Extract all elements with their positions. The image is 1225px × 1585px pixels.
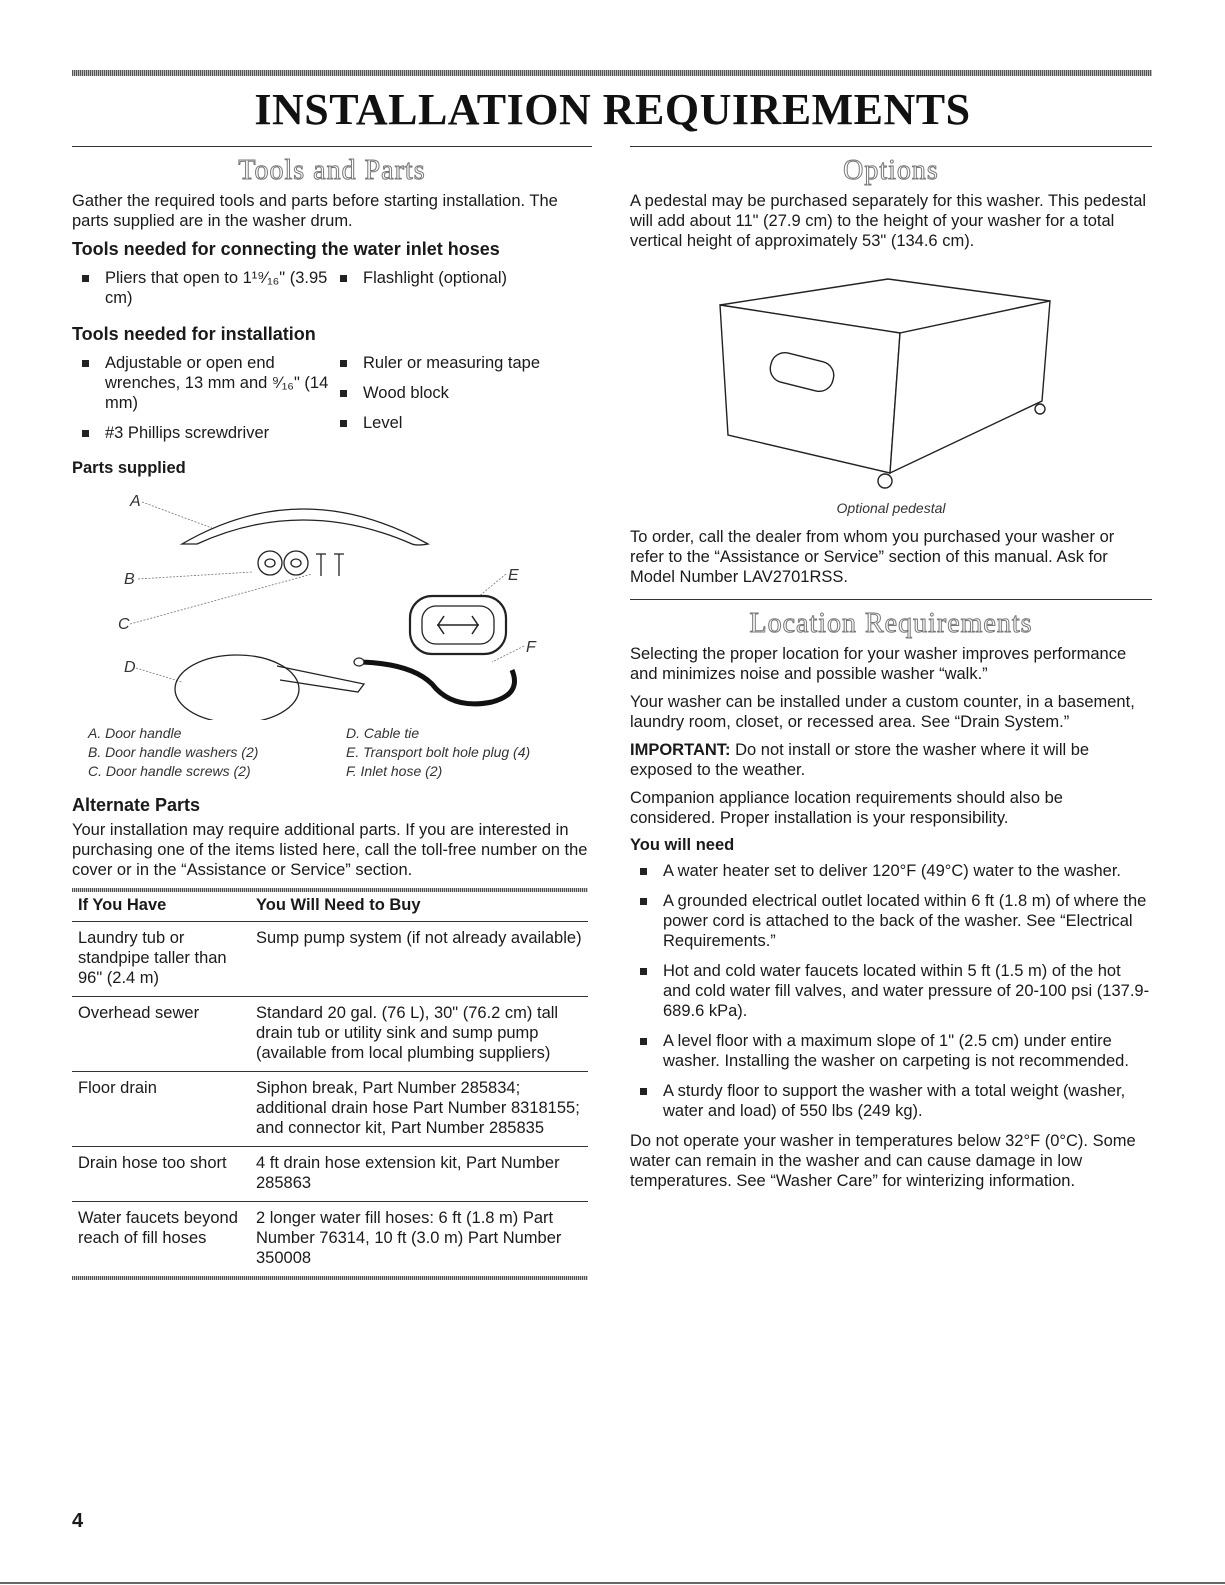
table-row <box>72 1202 588 1277</box>
install-tools-heading: Tools needed for installation <box>72 324 316 344</box>
list-item: A grounded electrical outlet located within 6 ft (1.8 m) of where the power cord is attached to the back of the washer. See “Electrical Requirements.” <box>630 891 1152 951</box>
table-cell: Laundry tub or standpipe taller than 96" (2.4 m) <box>72 922 250 997</box>
order-text: To order, call the dealer from whom you purchased your washer or refer to the “Assistance or Service” section of this manual. Ask for Model Number LAV2701RSS. <box>630 528 1115 586</box>
left-column <box>72 146 592 1280</box>
hoses-tools-heading: Tools needed for connecting the water inlet hoses <box>72 239 500 259</box>
legend-item: F. Inlet hose (2) <box>346 763 443 779</box>
pedestal-caption: Optional pedestal <box>836 500 946 516</box>
legend-item: E. Transport bolt hole plug (4) <box>346 744 531 760</box>
bullet-icon <box>640 1088 647 1095</box>
bullet-icon <box>340 420 347 427</box>
install-tools-list <box>72 353 592 453</box>
you-will-need-heading: You will need <box>630 836 735 854</box>
list-item: Flashlight (optional) <box>330 268 588 308</box>
inlet-hose-icon <box>362 662 515 704</box>
alternate-parts-table <box>72 892 588 1276</box>
label-c: C <box>118 616 130 633</box>
bottom-divider <box>0 1582 1225 1584</box>
bullet-icon <box>82 430 89 437</box>
alternate-parts-heading: Alternate Parts <box>72 795 201 815</box>
section-divider <box>72 146 592 147</box>
washer-icons <box>258 551 308 575</box>
table-cell: Drain hose too short <box>72 1147 250 1202</box>
list-item: Ruler or measuring tape <box>330 353 588 373</box>
options-text: A pedestal may be purchased separately for this washer. This pedestal will add about 11" (27.9 cm) to the height of your washer for a total vertical height of approximately 53" (134.6 cm). <box>630 192 1147 250</box>
parts-supplied-heading: Parts supplied <box>72 459 186 477</box>
important-note: IMPORTANT: Do not install or store the washer where it will be exposed to the weather. <box>630 741 1090 779</box>
table-cell: Sump pump system (if not already available) <box>250 922 588 997</box>
top-divider <box>72 70 1152 76</box>
list-item: Level <box>330 413 588 433</box>
location-p3: Companion appliance location requirements should also be considered. Proper installation is your responsibility. <box>630 789 1063 827</box>
table-header-row <box>72 892 588 922</box>
plug-icon <box>410 596 506 654</box>
label-f: F <box>526 639 536 656</box>
closing-text: Do not operate your washer in temperatures below 32°F (0°C). Some water can remain in the washer and can cause damage in low temperatures. See “Washer Care” for winterizing information. <box>630 1132 1136 1190</box>
parts-illustration <box>72 484 588 720</box>
list-item: #3 Phillips screwdriver <box>72 423 330 443</box>
tools-intro: Gather the required tools and parts before starting installation. The parts supplied are in the washer drum. <box>72 192 558 230</box>
table-cell: Standard 20 gal. (76 L), 30" (76.2 cm) tall drain tub or utility sink and sump pump (available from local plumbing suppliers) <box>250 997 588 1072</box>
table-cell: Overhead sewer <box>72 997 250 1072</box>
section-divider <box>630 146 1152 147</box>
bullet-icon <box>340 390 347 397</box>
label-e: E <box>508 567 519 584</box>
screw-icons <box>316 554 344 576</box>
parts-legend <box>88 724 592 781</box>
list-item: Hot and cold water faucets located within 5 ft (1.5 m) of the hot and cold water fill valves, and water pressure of 20-100 psi (137.9-689.6 kPa). <box>630 961 1152 1021</box>
section-title-location: Location Requirements <box>749 608 1033 639</box>
table-cell: Siphon break, Part Number 285834; additional drain hose Part Number 8318155; and connector kit, Part Number 285835 <box>250 1072 588 1147</box>
label-a: A <box>130 493 141 510</box>
table-header: If You Have <box>72 892 250 922</box>
table-row <box>72 997 588 1072</box>
pedestal-illustration <box>630 259 1152 499</box>
table-cell: 2 longer water fill hoses: 6 ft (1.8 m) Part Number 76314, 10 ft (3.0 m) Part Number 350008 <box>256 1209 562 1267</box>
table-row <box>72 1072 588 1147</box>
section-divider <box>630 599 1152 600</box>
legend-item: D. Cable tie <box>346 725 420 741</box>
table-cell: Floor drain <box>72 1072 250 1147</box>
table-header: You Will Need to Buy <box>250 892 588 922</box>
table-row <box>72 922 588 997</box>
right-column <box>630 146 1152 1199</box>
bullet-icon <box>640 868 647 875</box>
bullet-icon <box>640 898 647 905</box>
parts-figure <box>72 484 592 720</box>
bullet-icon <box>82 360 89 367</box>
bullet-icon <box>82 275 89 282</box>
important-label: IMPORTANT: <box>630 741 731 759</box>
label-b: B <box>124 571 135 588</box>
table-row <box>72 1147 588 1202</box>
legend-item: A. Door handle <box>88 725 182 741</box>
bullet-icon <box>340 275 347 282</box>
alternate-parts-text: Your installation may require additional parts. If you are interested in purchasing one of the items listed here, call the toll-free number on the cover or in the “Assistance or Service” section. <box>72 821 588 879</box>
section-title-options: Options <box>843 155 939 186</box>
bullet-icon <box>340 360 347 367</box>
list-item: A sturdy floor to support the washer with a total weight (washer, water and load) of 550 lbs (249 kg). <box>630 1081 1152 1121</box>
page-title: INSTALLATION REQUIREMENTS <box>254 85 971 134</box>
list-item: Adjustable or open end wrenches, 13 mm and ⁹⁄₁₆" (14 mm) <box>72 353 330 413</box>
hoses-tools-list <box>72 268 592 318</box>
cable-tie-icon <box>175 655 364 720</box>
table-bottom-rule <box>72 1276 588 1280</box>
bullet-icon <box>640 1038 647 1045</box>
table-cell: 4 ft drain hose extension kit, Part Number 285863 <box>250 1147 588 1202</box>
label-d: D <box>124 659 136 676</box>
bullet-icon <box>640 968 647 975</box>
section-title-tools-parts: Tools and Parts <box>238 155 426 186</box>
list-item: A level floor with a maximum slope of 1" (2.5 cm) under entire washer. Installing the washer on carpeting is not recommended. <box>630 1031 1152 1071</box>
page-number: 4 <box>72 1510 84 1532</box>
list-item: Wood block <box>330 383 588 403</box>
legend-item: C. Door handle screws (2) <box>88 763 251 779</box>
door-handle-icon <box>182 509 428 545</box>
list-item: Pliers that open to 1¹⁹⁄₁₆" (3.95 cm) <box>72 268 330 308</box>
legend-item: B. Door handle washers (2) <box>88 744 259 760</box>
location-p1: Selecting the proper location for your washer improves performance and minimizes noise and possible washer “walk.” <box>630 645 1127 683</box>
needs-list <box>630 861 1152 1121</box>
table-cell: Water faucets beyond reach of fill hoses <box>78 1209 238 1247</box>
pedestal-figure <box>630 259 1152 519</box>
list-item: A water heater set to deliver 120°F (49°C) water to the washer. <box>630 861 1152 881</box>
location-p2: Your washer can be installed under a custom counter, in a basement, laundry room, closet, or recessed area. See “Drain System.” <box>630 693 1135 731</box>
